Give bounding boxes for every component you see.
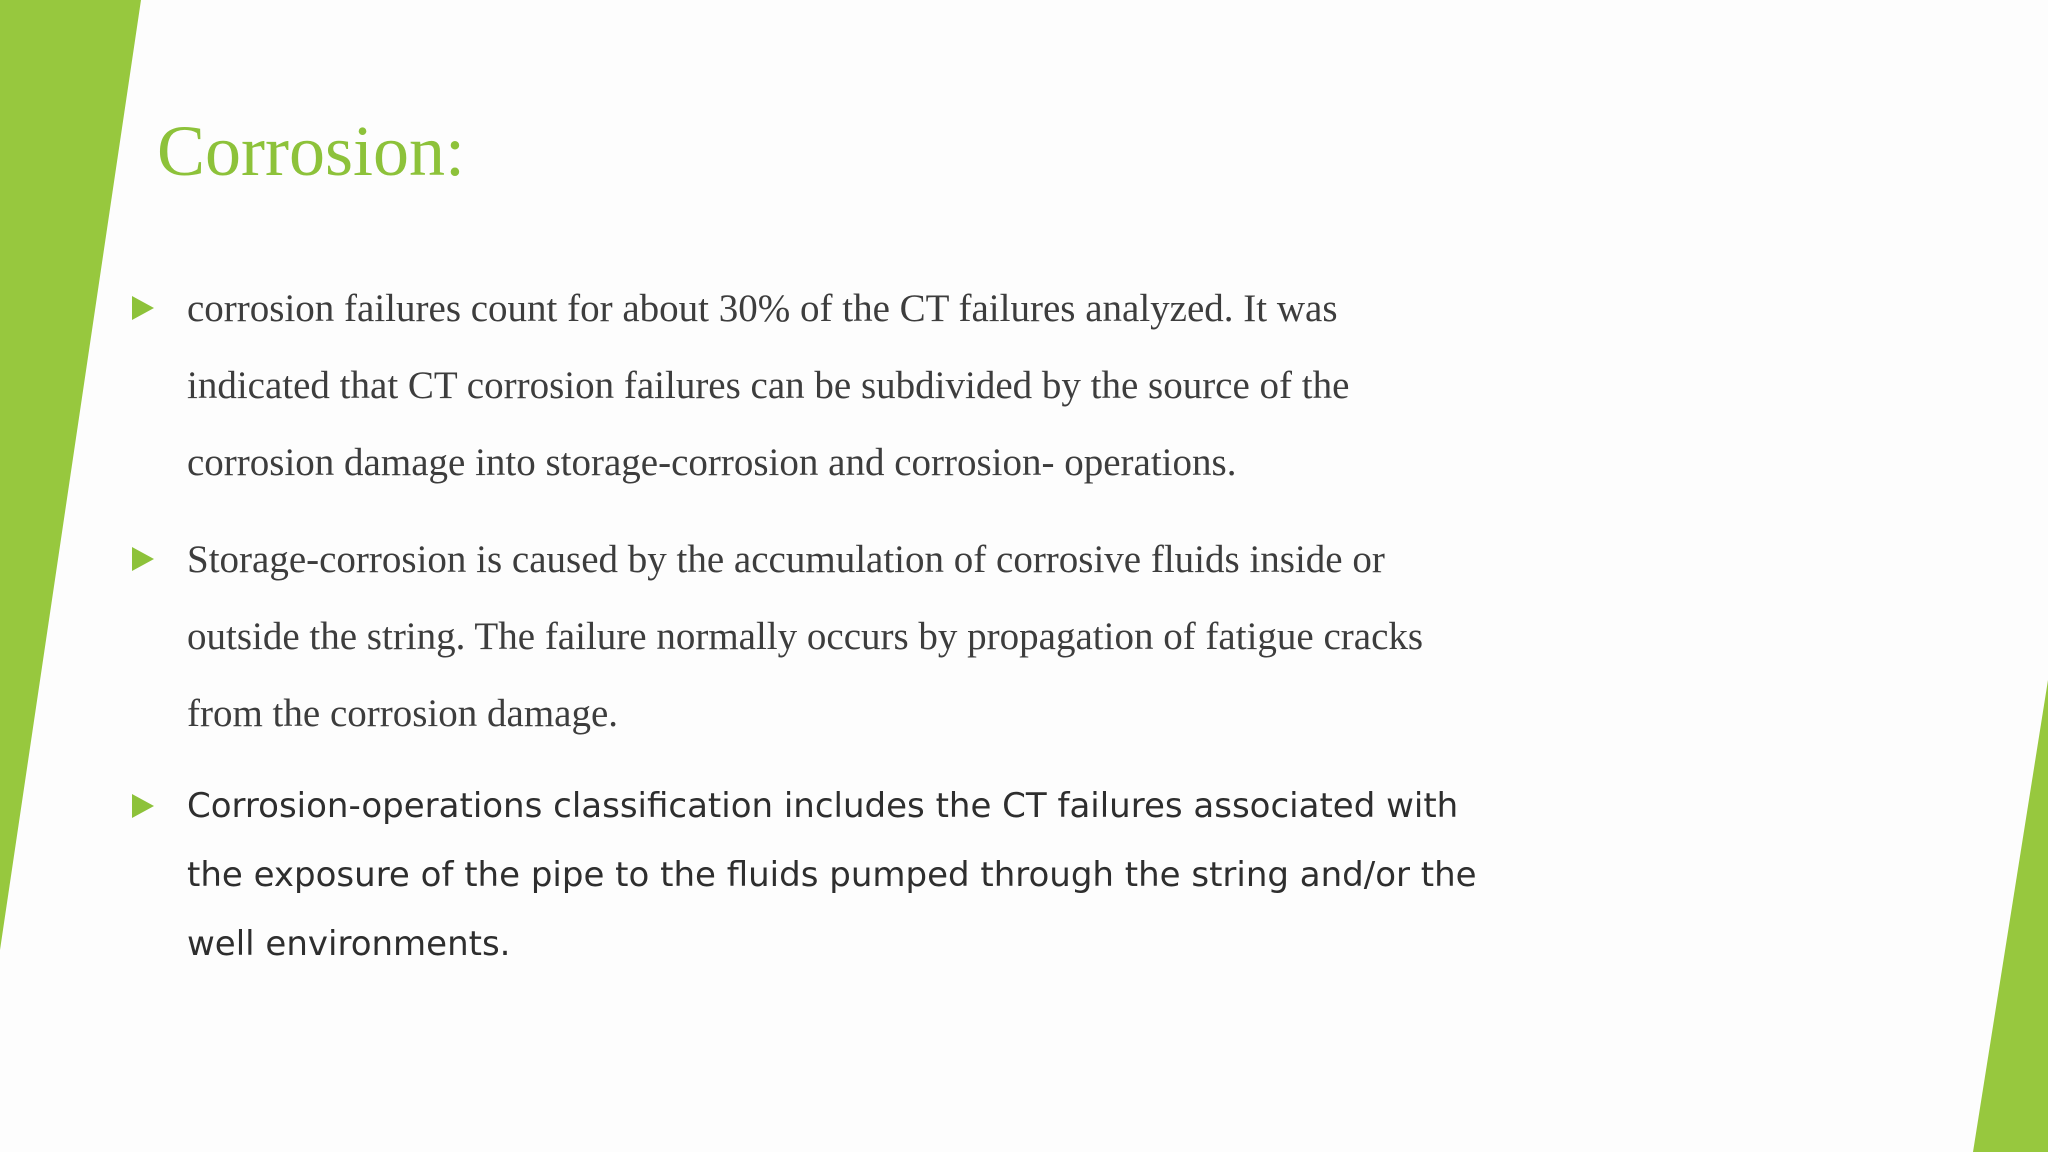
bullet-list (132, 270, 1572, 979)
bullet-line: Storage-corrosion is caused by the accumulation of corrosive fluids inside or (187, 538, 1385, 581)
bullet-item (132, 521, 1572, 752)
bullet-line: corrosion damage into storage-corrosion and corrosion- operations. (187, 441, 1237, 484)
bullet-item (132, 772, 1572, 979)
bullet-line: from the corrosion damage. (187, 692, 619, 735)
bullet-line: the exposure of the pipe to the fluids pumped through the string and/or the (187, 855, 1477, 895)
bullet-line: well environments. (187, 924, 511, 964)
slide-title: Corrosion: (157, 111, 466, 191)
bullet-item (132, 270, 1572, 501)
bullet-line: Corrosion-operations classification includes the CT failures associated with (187, 786, 1459, 826)
bullet-line: indicated that CT corrosion failures can be subdivided by the source of the (187, 364, 1350, 407)
bullet-line: corrosion failures count for about 30% of the CT failures analyzed. It was (187, 287, 1338, 330)
triangle-bullet-icon (132, 794, 154, 818)
right-green-band (1973, 680, 2048, 1152)
triangle-bullet-icon (132, 296, 154, 320)
bullet-line: outside the string. The failure normally occurs by propagation of fatigue cracks (187, 615, 1424, 658)
left-green-band (0, 0, 141, 950)
triangle-bullet-icon (132, 547, 154, 571)
